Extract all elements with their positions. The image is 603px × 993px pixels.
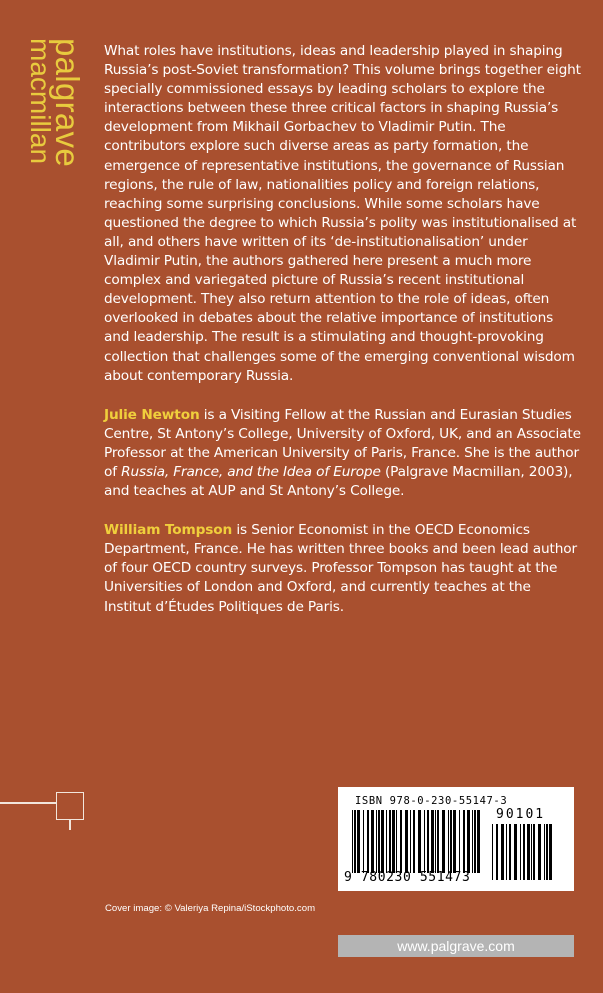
barcode-bar <box>459 810 460 873</box>
barcode-bar <box>427 810 429 873</box>
publisher-logo <box>25 38 86 198</box>
barcode-bar <box>410 810 411 873</box>
barcode-bar <box>531 824 532 880</box>
barcode-bar <box>450 810 452 873</box>
isbn-barcode <box>338 787 574 891</box>
publisher-url: www.palgrave.com <box>338 935 574 957</box>
decorative-tick <box>69 820 71 830</box>
barcode-bar <box>467 810 470 873</box>
author-bio-newton <box>104 406 582 501</box>
decorative-square <box>56 792 84 820</box>
barcode-bar <box>378 810 380 873</box>
barcode-bar <box>448 810 449 873</box>
barcode-bar <box>472 810 473 873</box>
barcode-bar <box>463 810 465 873</box>
barcode-bar <box>367 810 369 873</box>
barcode-bar <box>533 824 535 880</box>
barcode-bar <box>405 810 408 873</box>
barcode-bar <box>386 810 387 873</box>
barcode-bar <box>424 810 425 873</box>
logo-macmillan: macmillan <box>25 38 56 165</box>
barcode-bar <box>501 824 504 880</box>
book-title: Russia, France, and the Idea of Europe <box>121 463 381 480</box>
author-bio-text-1: is a Visiting Fellow at the Russian and Eurasian Studies Centre, St Antony’s College, University of Oxford, UK, and an Associate Professor at the American University of Paris, France. She is the author of <box>104 406 581 480</box>
barcode-bar <box>538 824 541 880</box>
author-bio-text-3: is Senior Economist in the OECD Economics Department, France. He has written three books and been lead author of four OECD country surveys. Professor Tompson has taught at the Universities of London and Oxford, and currently teaches at the Institut d’Études Politiques de Paris. <box>104 522 577 615</box>
barcode-bar <box>357 810 360 873</box>
barcode-bar <box>549 824 552 880</box>
barcode-digits: 9 780230 551473 <box>344 870 471 885</box>
barcode-bar <box>435 810 436 873</box>
barcode-bar <box>396 810 397 873</box>
barcode-bar <box>509 824 511 880</box>
decorative-line <box>0 802 56 804</box>
barcode-bar <box>413 810 415 873</box>
barcode-bar <box>496 824 498 880</box>
isbn-label: ISBN 978-0-230-55147-3 <box>355 795 508 807</box>
barcode-addon-bars <box>492 824 554 880</box>
barcode-bar <box>477 810 480 873</box>
barcode-bars <box>352 810 483 873</box>
barcode-bar <box>392 810 395 873</box>
author-bio-tompson <box>104 521 582 616</box>
barcode-bar <box>546 824 548 880</box>
author-name-newton: Julie Newton <box>104 406 200 423</box>
logo-palgrave: palgrave <box>49 38 86 167</box>
barcode-bar <box>381 810 384 873</box>
barcode-bar <box>520 824 521 880</box>
barcode-bar <box>354 810 356 873</box>
barcode-bar <box>389 810 391 873</box>
barcode-bar <box>492 824 493 880</box>
barcode-bar <box>363 810 364 873</box>
barcode-bar <box>523 824 525 880</box>
blurb-paragraph: What roles have institutions, ideas and leadership played in shaping Russia’s post-Soviet transformation? This volume brings together eight specially commissioned essays by leading scholars to explore the interactions between these three critical factors in shaping Russia’s development from Mikhail Gorbachev to Vladimir Putin. The contributors explore such diverse areas as party formation, the emergence of representative institutions, the governance of Russian regions, the rule of law, nationalities policy and foreign relations, reaching some surprising conclusions. While some scholars have questioned the degree to which Russia’s polity was institutionalised at all, and others have written of its ‘de-institutionalisation’ under Vladimir Putin, the authors gathered here present a much more complex and variegated picture of Russia’s recent institutional development. They also return attention to the role of ideas, often overlooked in debates about the relative importance of institutions and leadership. The result is a stimulating and thought-provoking collection that challenges some of the emerging conventional wisdom about contemporary Russia. <box>104 43 581 384</box>
back-cover-text <box>104 42 582 637</box>
barcode-bar <box>544 824 545 880</box>
barcode-bar <box>418 810 421 873</box>
author-bio-text-2: (Palgrave Macmillan, 2003), and teaches at AUP and St Antony’s College. <box>104 463 573 500</box>
barcode-bar <box>453 810 456 873</box>
barcode-addon-digits: 90101 <box>496 807 546 822</box>
barcode-bar <box>352 810 353 873</box>
barcode-bar <box>527 824 530 880</box>
barcode-bar <box>431 810 434 873</box>
barcode-bar <box>376 810 377 873</box>
barcode-bar <box>400 810 402 873</box>
barcode-bar <box>371 810 374 873</box>
barcode-bar <box>437 810 439 873</box>
barcode-bar <box>442 810 445 873</box>
cover-credit: Cover image: © Valeriya Repina/iStockphoto.com <box>105 903 316 914</box>
barcode-bar <box>506 824 507 880</box>
barcode-bar <box>474 810 476 873</box>
barcode-bar <box>514 824 517 880</box>
author-name-tompson: William Tompson <box>104 522 233 539</box>
